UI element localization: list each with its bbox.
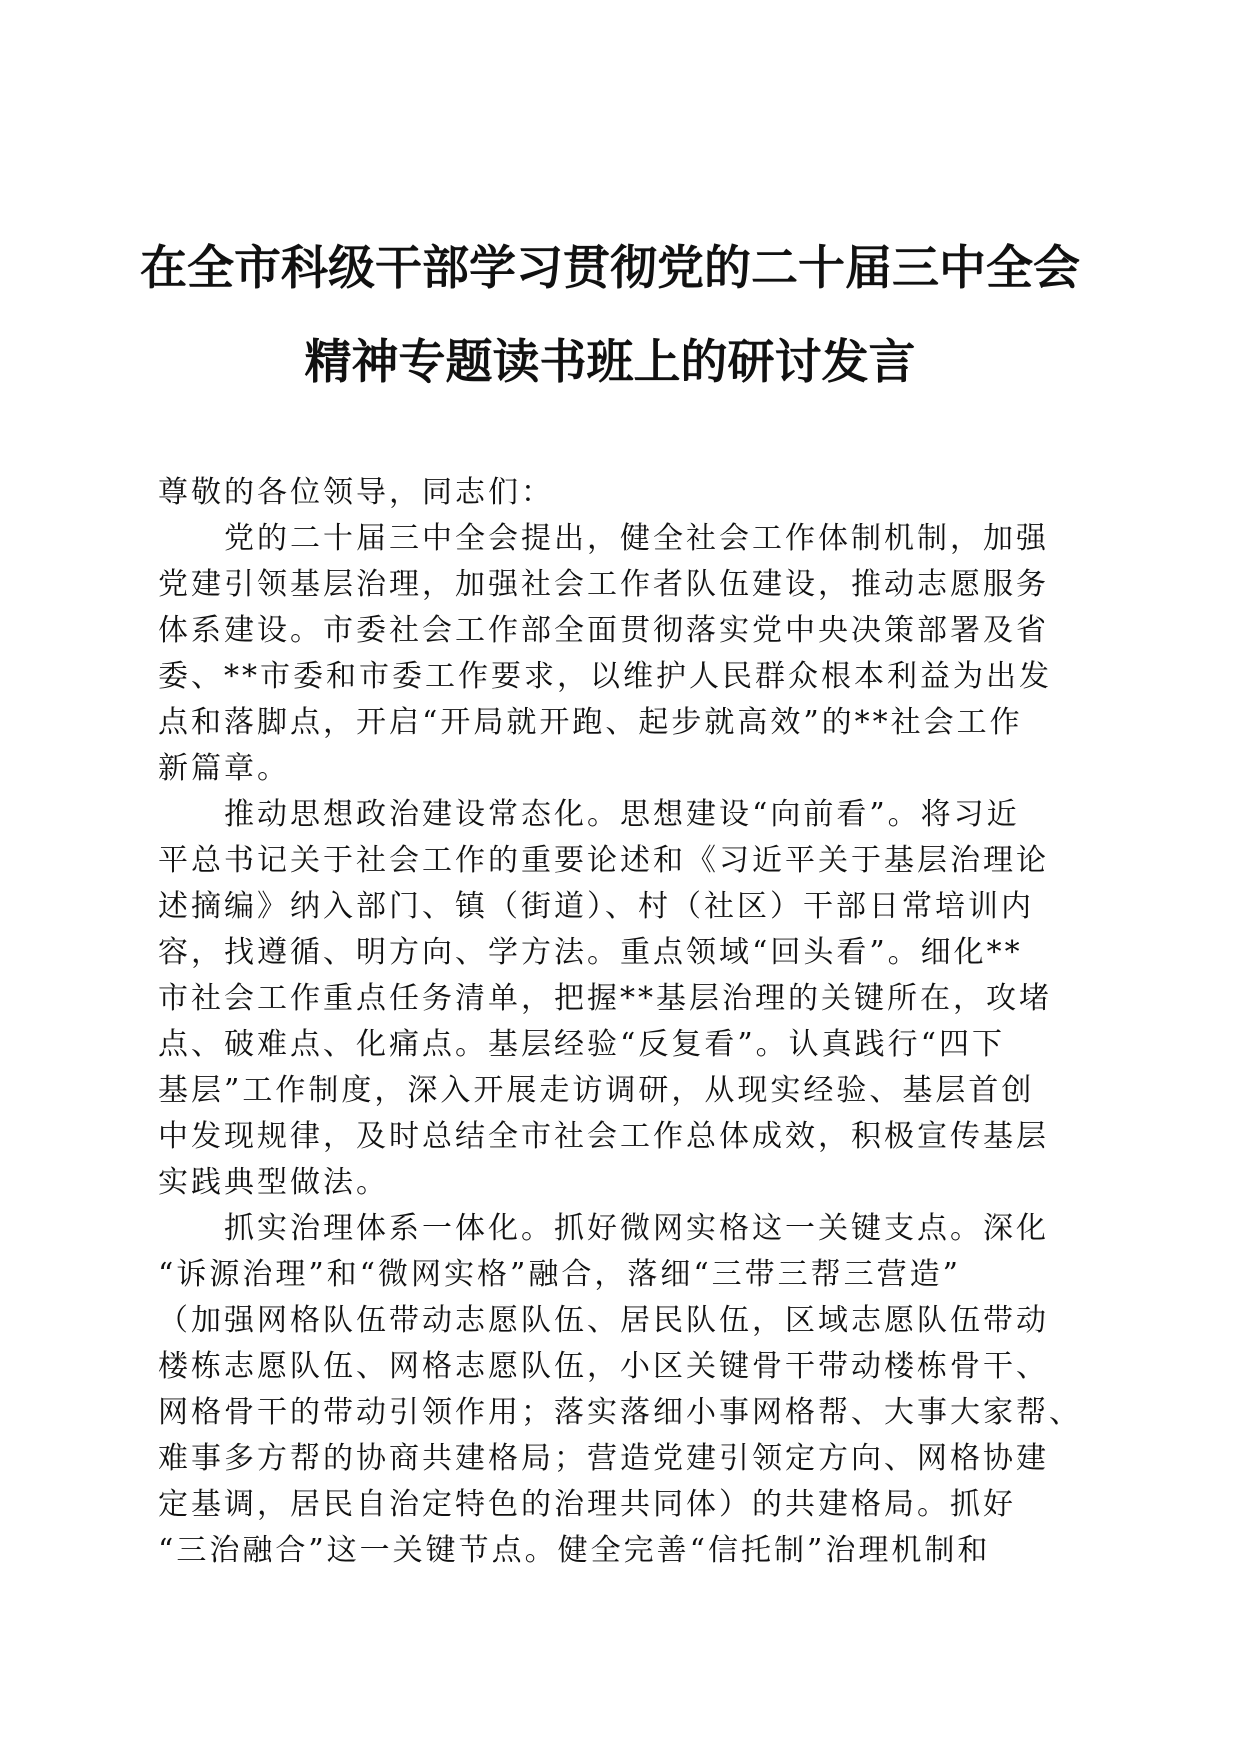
paragraph-1 (158, 516, 1082, 792)
paragraph-line: 楼栋志愿队伍、网格志愿队伍，小区关键骨干带动楼栋骨干、 (158, 1349, 1049, 1384)
paragraph-line: “诉源治理”和“微网实格”融合，落细“三带三帮三营造” (158, 1257, 962, 1292)
paragraph-line: 体系建设。市委社会工作部全面贯彻落实党中央决策部署及省 (158, 613, 1049, 648)
paragraph-line: 平总书记关于社会工作的重要论述和《习近平关于基层治理论 (158, 843, 1049, 878)
paragraph-line: 点、破难点、化痛点。基层经验“反复看”。认真践行“四下 (158, 1027, 1006, 1062)
paragraph-3 (158, 1206, 1082, 1574)
document-body (158, 470, 1082, 1574)
paragraph-line: 新篇章。 (158, 751, 290, 786)
paragraph-line: 定基调，居民自治定特色的治理共同体）的共建格局。抓好 (158, 1487, 1016, 1522)
title-line-2: 精神专题读书班上的研讨发言 (304, 335, 916, 390)
paragraph-line: 点和落脚点，开启“开局就开跑、起步就高效”的**社会工作 (158, 705, 1023, 740)
paragraph-line: 难事多方帮的协商共建格局；营造党建引领定方向、网格协建 (158, 1441, 1049, 1476)
paragraph-2 (158, 792, 1082, 1206)
paragraph-line: 述摘编》纳入部门、镇（街道）、村（社区）干部日常培训内 (158, 889, 1034, 924)
paragraph-line: 抓实治理体系一体化。抓好微网实格这一关键支点。深化 (224, 1211, 1049, 1246)
paragraph-line: 中发现规律，及时总结全市社会工作总体成效，积极宣传基层 (158, 1119, 1049, 1154)
paragraph-line: 市社会工作重点任务清单，把握**基层治理的关键所在，攻堵 (158, 981, 1052, 1016)
paragraph-line: 委、**市委和市委工作要求，以维护人民群众根本利益为出发 (158, 659, 1052, 694)
paragraph-line: 党的二十届三中全会提出，健全社会工作体制机制，加强 (224, 521, 1049, 556)
paragraph-line: 推动思想政治建设常态化。思想建设“向前看”。将习近 (224, 797, 1020, 832)
paragraph-line: 基层”工作制度，深入开展走访调研，从现实经验、基层首创 (158, 1073, 1035, 1108)
salutation: 尊敬的各位领导，同志们： (158, 475, 554, 510)
paragraph-line: 网格骨干的带动引领作用；落实落细小事网格帮、大事大家帮、 (158, 1395, 1082, 1430)
document-title (140, 222, 1080, 410)
paragraph-line: 党建引领基层治理，加强社会工作者队伍建设，推动志愿服务 (158, 567, 1049, 602)
title-line-1: 在全市科级干部学习贯彻党的二十届三中全会 (140, 241, 1080, 296)
paragraph-line: （加强网格队伍带动志愿队伍、居民队伍，区域志愿队伍带动 (158, 1303, 1049, 1338)
paragraph-line: “三治融合”这一关键节点。健全完善“信托制”治理机制和 (158, 1533, 991, 1568)
paragraph-line: 实践典型做法。 (158, 1165, 389, 1200)
paragraph-line: 容，找遵循、明方向、学方法。重点领域“回头看”。细化** (158, 935, 1023, 970)
